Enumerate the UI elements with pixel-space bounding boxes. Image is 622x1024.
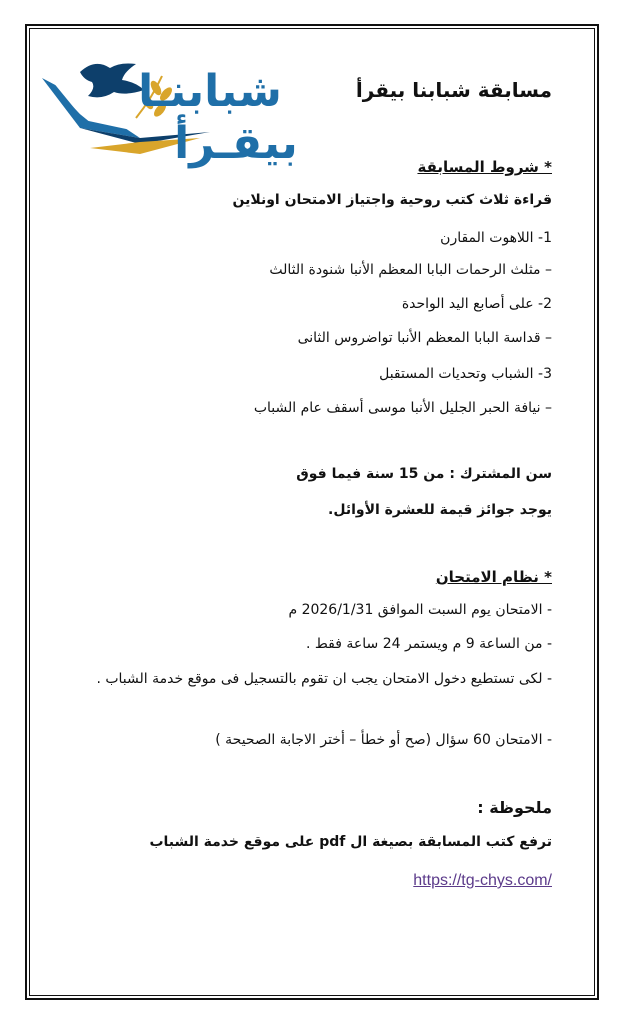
- shababna-logo: [40, 58, 320, 178]
- website-link[interactable]: https://tg-chys.com/: [413, 872, 552, 889]
- book-1-author: – مثلث الرحمات البابا المعظم الأنبا شنودة الثالث: [269, 262, 552, 278]
- exam-date: - الامتحان يوم السبت الموافق 2026/1/31 م: [288, 602, 552, 618]
- note-heading: ملحوظة :: [477, 798, 552, 817]
- conditions-heading: * شروط المسابقة: [417, 158, 552, 176]
- book-3-title: 3- الشباب وتحديات المستقبل: [379, 366, 552, 382]
- book-dove-icon: [40, 58, 320, 178]
- page-title: مسابقة شبابنا بيقرأ: [355, 78, 552, 102]
- document-content: [40, 40, 552, 990]
- book-2-title: 2- على أصابع اليد الواحدة: [401, 296, 552, 312]
- book-3-author: – نيافة الحبر الجليل الأنبا موسى أسقف عام الشباب: [253, 400, 552, 416]
- exam-time: - من الساعة 9 م ويستمر 24 ساعة فقط .: [305, 636, 552, 652]
- exam-registration: - لكى تستطيع دخول الامتحان يجب ان تقوم بالتسجيل فى موقع خدمة الشباب .: [96, 671, 552, 687]
- age-requirement: سن المشترك : من 15 سنة فيما فوق: [296, 466, 552, 482]
- note-text: ترفع كتب المسابقة بصيغة ال pdf على موقع خدمة الشباب: [149, 834, 552, 850]
- conditions-intro: قراءة ثلاث كتب روحية واجتياز الامتحان اونلاين: [232, 192, 552, 208]
- book-1-title: 1- اللاهوت المقارن: [440, 230, 552, 246]
- book-2-author: – قداسة البابا المعظم الأنبا تواضروس الثانى: [297, 330, 552, 346]
- logo-text-bottom: بيقـرأ: [174, 118, 298, 169]
- exam-questions: - الامتحان 60 سؤال (صح أو خطأ – أختر الاجابة الصحيحة ): [215, 732, 552, 748]
- prizes-note: يوجد جوائز قيمة للعشرة الأوائل.: [328, 502, 552, 518]
- logo-text-top: شبابنـا: [138, 66, 282, 117]
- exam-heading: * نظام الامتحان: [435, 568, 552, 586]
